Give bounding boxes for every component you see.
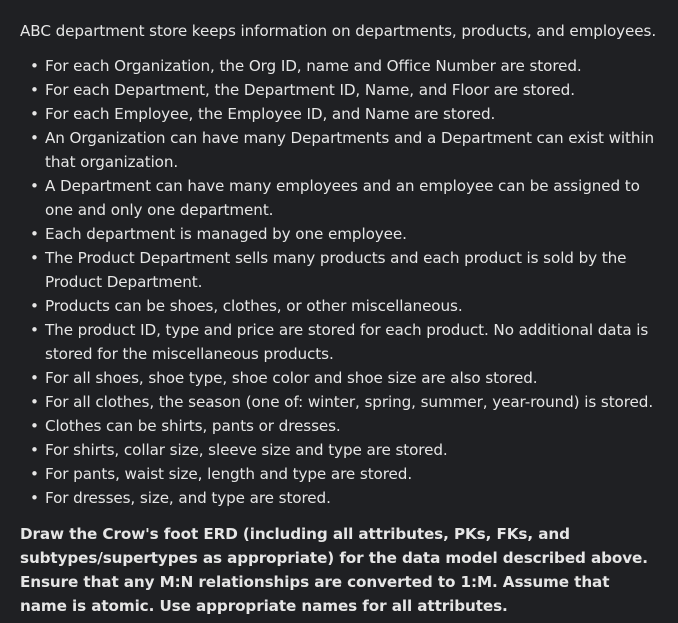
- list-item: • For each Employee, the Employee ID, and Name are stored.: [44, 102, 658, 126]
- list-item: • A Department can have many employees and an employee can be assigned to one and only one department.: [44, 174, 658, 222]
- list-item: • For dresses, size, and type are stored.: [44, 486, 658, 510]
- list-item: • Products can be shoes, clothes, or other miscellaneous.: [44, 294, 658, 318]
- list-item: • For shirts, collar size, sleeve size and type are stored.: [44, 438, 658, 462]
- intro-text: ABC department store keeps information on departments, products, and employees.: [20, 22, 657, 40]
- list-item: • For each Organization, the Org ID, name and Office Number are stored.: [44, 54, 658, 78]
- list-item: • Each department is managed by one employee.: [44, 222, 658, 246]
- list-item: • An Organization can have many Departments and a Department can exist within that organization.: [44, 126, 658, 174]
- list-item: • For each Department, the Department ID, Name, and Floor are stored.: [44, 78, 658, 102]
- list-item: • For all shoes, shoe type, shoe color and shoe size are also stored.: [44, 366, 658, 390]
- requirements-list: [20, 54, 658, 510]
- list-item: • The product ID, type and price are stored for each product. No additional data is stored for the miscellaneous products.: [44, 318, 658, 366]
- instructions-text: Draw the Crow's foot ERD (including all attributes, PKs, FKs, and subtypes/supertypes as appropriate) for the data model described above. Ensure that any M:N relationships are converted to 1:M. Assume that name is atomic. Use appropriate names for all attributes.: [20, 525, 648, 615]
- list-item: • Clothes can be shirts, pants or dresses.: [44, 414, 658, 438]
- list-item: • For pants, waist size, length and type are stored.: [44, 462, 658, 486]
- list-item: • For all clothes, the season (one of: winter, spring, summer, year-round) is stored.: [44, 390, 658, 414]
- list-item: • The Product Department sells many products and each product is sold by the Product Department.: [44, 246, 658, 294]
